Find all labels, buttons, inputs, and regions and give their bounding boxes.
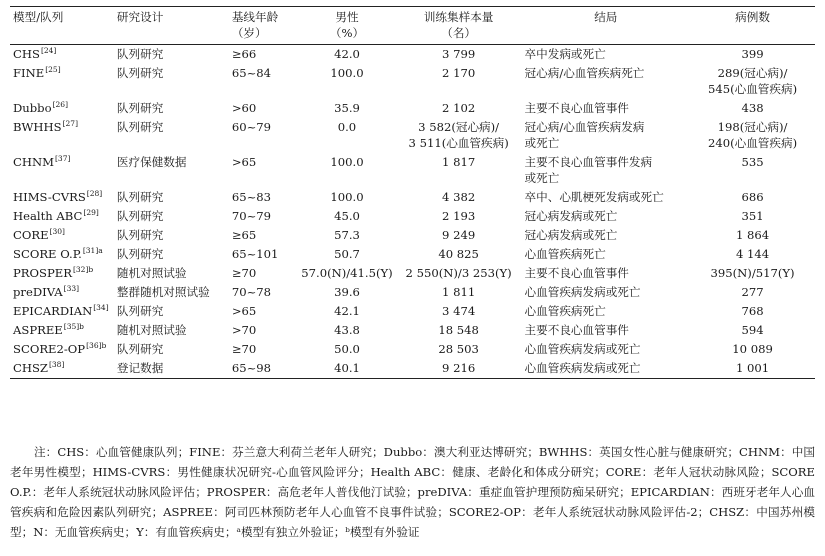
model-ref: [30] — [49, 227, 65, 236]
age-cell — [229, 264, 298, 283]
cases-cell — [690, 226, 815, 245]
model-ref: [33] — [63, 284, 80, 293]
model-name: BWHHS — [13, 120, 62, 134]
model-name: CHSZ — [13, 361, 48, 375]
sample-size: 1 817 — [442, 155, 476, 169]
model-name: CORE — [13, 228, 49, 242]
male-cell — [298, 64, 395, 99]
model-name: EPICARDIAN — [13, 304, 93, 318]
sample-size: 4 382 — [442, 190, 476, 204]
header-male-line1: 男性 — [335, 10, 359, 24]
cases-cell — [690, 359, 815, 379]
table-note: 注：CHS：心血管健康队列；FINE：芬兰意大利荷兰老年人研究；Dubbo：澳大利亚达博研究；BWHHS：英国女性心脏与健康研究；CHNM：中国老年男性模型；HIMS-CVRS：男性健康状况研究-心血管风险评分；Health ABC：健康、老龄化和体成分研究；CORE：老年人冠状动脉风险；SCORE O.P.：老年人系统冠状动脉风险评估；PROSPER：高危老年人普伐他汀试验；preDIVA：重症血管护理预防痴呆研究；EPICARDIAN：西班牙老年人心血管疾病和危险因素队列研究；ASPREE：阿司匹林预防老年人心血管不良事件试验；SCORE2-OP：老年人系统冠状动脉风险评估-2；CHSZ：中国苏州模型；N：无血管疾病史；Y：有血管疾病史；ᵃ模型有独立外验证；ᵇ模型有外验证 — [10, 445, 815, 539]
age-cell — [229, 153, 298, 188]
model-name-cell — [10, 359, 114, 379]
sample-cell — [396, 45, 522, 65]
case-count: 535 — [741, 155, 764, 169]
design-cell — [114, 188, 229, 207]
outcome: 心血管疾病发病或死亡 — [524, 285, 641, 299]
design-cell — [114, 118, 229, 153]
sample-size: 40 825 — [438, 247, 479, 261]
model-name-cell — [10, 64, 114, 99]
outcome: 主要不良心血管事件 — [524, 266, 629, 280]
table-row — [10, 359, 815, 379]
male-cell — [298, 207, 395, 226]
sample-cell — [396, 321, 522, 340]
cases-cell — [690, 207, 815, 226]
cases-cell — [690, 153, 815, 188]
model-name: FINE — [13, 66, 45, 80]
outcome: 冠心病发病或死亡 — [524, 209, 618, 223]
male-cell — [298, 99, 395, 118]
male-percent: 57.3 — [334, 228, 360, 242]
design-cell — [114, 153, 229, 188]
age-cell — [229, 359, 298, 379]
baseline-age: >70 — [231, 323, 257, 337]
baseline-age: ≥70 — [231, 266, 257, 280]
outcome-cell — [522, 302, 691, 321]
study-design: 队列研究 — [116, 190, 164, 204]
baseline-age: ≥66 — [231, 47, 257, 61]
table-row — [10, 340, 815, 359]
outcome: 或死亡 — [524, 171, 560, 185]
design-cell — [114, 340, 229, 359]
outcome-cell — [522, 64, 691, 99]
design-cell — [114, 226, 229, 245]
age-cell — [229, 283, 298, 302]
model-name: PROSPER — [13, 266, 72, 280]
model-ref: [36]b — [86, 341, 107, 350]
sample-size: 2 170 — [442, 66, 476, 80]
case-count: 277 — [741, 285, 764, 299]
header-sample — [396, 7, 522, 45]
header-age-line2: （岁） — [231, 26, 267, 40]
age-cell — [229, 207, 298, 226]
model-name: ASPREE — [13, 323, 63, 337]
outcome-cell — [522, 321, 691, 340]
sample-cell — [396, 188, 522, 207]
model-ref: [27] — [62, 119, 79, 128]
design-cell — [114, 264, 229, 283]
male-percent: 100.0 — [330, 66, 364, 80]
design-cell — [114, 207, 229, 226]
model-name-cell — [10, 245, 114, 264]
header-sample-line2: （名） — [441, 26, 477, 40]
sample-size: 3 799 — [442, 47, 476, 61]
study-design: 医疗保健数据 — [116, 155, 187, 169]
study-design: 随机对照试验 — [116, 266, 187, 280]
model-name: CHS — [13, 47, 40, 61]
model-ref: [35]b — [63, 322, 84, 331]
outcome: 冠心病/心血管疾病发病 — [524, 120, 645, 134]
study-design: 随机对照试验 — [116, 323, 187, 337]
case-count: 240(心血管疾病) — [707, 136, 798, 150]
study-design: 队列研究 — [116, 66, 164, 80]
sample-cell — [396, 99, 522, 118]
male-percent: 50.7 — [334, 247, 360, 261]
age-cell — [229, 226, 298, 245]
male-percent: 40.1 — [334, 361, 360, 375]
sample-size: 18 548 — [438, 323, 479, 337]
sample-size: 2 193 — [442, 209, 476, 223]
design-cell — [114, 245, 229, 264]
case-count: 10 089 — [732, 342, 773, 356]
header-cases: 病例数 — [690, 7, 815, 45]
sample-size: 1 811 — [442, 285, 476, 299]
outcome: 心血管疾病发病或死亡 — [524, 342, 641, 356]
outcome-cell — [522, 207, 691, 226]
header-age-line1: 基线年龄 — [231, 10, 279, 24]
male-cell — [298, 153, 395, 188]
design-cell — [114, 45, 229, 65]
case-count: 1 001 — [735, 361, 770, 375]
table-row — [10, 207, 815, 226]
outcome: 心血管疾病发病或死亡 — [524, 361, 641, 375]
cases-cell — [690, 188, 815, 207]
baseline-age: >60 — [231, 101, 257, 115]
design-cell — [114, 302, 229, 321]
sample-size: 28 503 — [438, 342, 479, 356]
case-count: 686 — [741, 190, 764, 204]
study-design: 队列研究 — [116, 247, 164, 261]
male-percent: 100.0 — [330, 155, 364, 169]
outcome: 冠心病发病或死亡 — [524, 228, 618, 242]
male-percent: 45.0 — [334, 209, 360, 223]
model-name-cell — [10, 321, 114, 340]
male-cell — [298, 340, 395, 359]
header-model: 模型/队列 — [10, 7, 114, 45]
table-header-row — [10, 7, 815, 45]
cases-cell — [690, 45, 815, 65]
model-ref: [29] — [83, 208, 99, 217]
outcome: 主要不良心血管事件 — [524, 323, 629, 337]
model-table — [10, 6, 815, 379]
table-row — [10, 302, 815, 321]
case-count: 198(冠心病)/ — [717, 120, 788, 134]
header-male — [298, 7, 395, 45]
model-ref: [34] — [93, 303, 109, 312]
design-cell — [114, 99, 229, 118]
outcome-cell — [522, 283, 691, 302]
male-percent: 39.6 — [334, 285, 360, 299]
table-row — [10, 264, 815, 283]
sample-cell — [396, 302, 522, 321]
model-name: preDIVA — [13, 285, 63, 299]
sample-cell — [396, 226, 522, 245]
male-percent: 42.1 — [334, 304, 360, 318]
model-ref: [31]a — [82, 246, 103, 255]
male-cell — [298, 45, 395, 65]
model-ref: [28] — [86, 189, 103, 198]
outcome: 主要不良心血管事件 — [524, 101, 629, 115]
table-row — [10, 283, 815, 302]
model-name-cell — [10, 118, 114, 153]
baseline-age: 65~98 — [231, 361, 272, 375]
age-cell — [229, 99, 298, 118]
baseline-age: 70~78 — [231, 285, 272, 299]
study-design: 队列研究 — [116, 228, 164, 242]
baseline-age: >65 — [231, 304, 257, 318]
outcome-cell — [522, 188, 691, 207]
male-cell — [298, 283, 395, 302]
male-percent: 57.0(N)/41.5(Y) — [301, 266, 393, 280]
table-row — [10, 64, 815, 99]
sample-size: 3 582(冠心病)/ — [418, 120, 500, 134]
sample-cell — [396, 283, 522, 302]
table-row — [10, 321, 815, 340]
study-design: 队列研究 — [116, 342, 164, 356]
case-count: 1 864 — [735, 228, 770, 242]
baseline-age: 65~84 — [231, 66, 272, 80]
cases-cell — [690, 321, 815, 340]
baseline-age: ≥65 — [231, 228, 257, 242]
male-percent: 0.0 — [337, 120, 357, 134]
cases-cell — [690, 302, 815, 321]
sample-cell — [396, 359, 522, 379]
male-percent: 35.9 — [334, 101, 360, 115]
age-cell — [229, 118, 298, 153]
male-cell — [298, 245, 395, 264]
age-cell — [229, 188, 298, 207]
case-count: 399 — [741, 47, 764, 61]
cases-cell — [690, 245, 815, 264]
sample-size: 2 102 — [442, 101, 476, 115]
model-name-cell — [10, 226, 114, 245]
outcome-cell — [522, 226, 691, 245]
study-design: 队列研究 — [116, 101, 164, 115]
male-percent: 50.0 — [334, 342, 360, 356]
baseline-age: ≥70 — [231, 342, 257, 356]
model-name: Dubbo — [13, 101, 52, 115]
cases-cell — [690, 118, 815, 153]
study-design: 登记数据 — [116, 361, 164, 375]
age-cell — [229, 245, 298, 264]
study-design: 队列研究 — [116, 47, 164, 61]
model-ref: [32]b — [72, 265, 94, 274]
age-cell — [229, 340, 298, 359]
model-name-cell — [10, 153, 114, 188]
cases-cell — [690, 264, 815, 283]
outcome-cell — [522, 45, 691, 65]
model-ref: [38] — [48, 360, 65, 369]
age-cell — [229, 302, 298, 321]
model-ref: [25] — [45, 65, 61, 74]
sample-size: 3 511(心血管疾病) — [408, 136, 509, 150]
model-ref: [26] — [52, 100, 68, 109]
cases-cell — [690, 64, 815, 99]
age-cell — [229, 45, 298, 65]
model-name-cell — [10, 207, 114, 226]
model-name: HIMS-CVRS — [13, 190, 86, 204]
male-cell — [298, 118, 395, 153]
male-percent: 43.8 — [334, 323, 360, 337]
study-design: 整群随机对照试验 — [116, 285, 210, 299]
sample-cell — [396, 153, 522, 188]
male-cell — [298, 264, 395, 283]
male-percent: 42.0 — [334, 47, 360, 61]
case-count: 768 — [741, 304, 764, 318]
outcome: 心血管疾病死亡 — [524, 247, 606, 261]
baseline-age: 70~79 — [231, 209, 272, 223]
male-cell — [298, 321, 395, 340]
header-design: 研究设计 — [114, 7, 229, 45]
case-count: 4 144 — [735, 247, 770, 261]
outcome-cell — [522, 118, 691, 153]
study-design: 队列研究 — [116, 120, 164, 134]
model-name-cell — [10, 99, 114, 118]
sample-size: 9 249 — [442, 228, 476, 242]
age-cell — [229, 321, 298, 340]
baseline-age: 65~83 — [231, 190, 272, 204]
sample-cell — [396, 264, 522, 283]
table-row — [10, 99, 815, 118]
design-cell — [114, 359, 229, 379]
sample-cell — [396, 207, 522, 226]
header-sample-line1: 训练集样本量 — [423, 10, 494, 24]
sample-size: 3 474 — [442, 304, 476, 318]
case-count: 395(N)/517(Y) — [710, 266, 795, 280]
male-cell — [298, 302, 395, 321]
cases-cell — [690, 340, 815, 359]
case-count: 438 — [741, 101, 764, 115]
sample-cell — [396, 64, 522, 99]
model-name-cell — [10, 340, 114, 359]
sample-cell — [396, 340, 522, 359]
outcome: 心血管疾病死亡 — [524, 304, 606, 318]
header-outcome: 结局 — [522, 7, 691, 45]
male-cell — [298, 359, 395, 379]
model-name: Health ABC — [13, 209, 83, 223]
table-row — [10, 118, 815, 153]
male-percent: 100.0 — [330, 190, 364, 204]
outcome-cell — [522, 153, 691, 188]
case-count: 545(心血管疾病) — [707, 82, 798, 96]
cases-cell — [690, 283, 815, 302]
model-name: SCORE O.P. — [13, 247, 82, 261]
outcome: 卒中、心肌梗死发病或死亡 — [524, 190, 664, 204]
study-design: 队列研究 — [116, 304, 164, 318]
case-count: 351 — [741, 209, 764, 223]
male-cell — [298, 226, 395, 245]
sample-cell — [396, 245, 522, 264]
sample-size: 2 550(N)/3 253(Y) — [405, 266, 512, 280]
baseline-age: 65~101 — [231, 247, 279, 261]
model-ref: [24] — [40, 46, 57, 55]
model-name-cell — [10, 283, 114, 302]
table-row — [10, 45, 815, 65]
model-name-cell — [10, 45, 114, 65]
outcome-cell — [522, 245, 691, 264]
case-count: 289(冠心病)/ — [717, 66, 788, 80]
design-cell — [114, 321, 229, 340]
outcome: 冠心病/心血管疾病死亡 — [524, 66, 645, 80]
model-name-cell — [10, 302, 114, 321]
study-design: 队列研究 — [116, 209, 164, 223]
table-row — [10, 226, 815, 245]
case-count: 594 — [741, 323, 764, 337]
design-cell — [114, 283, 229, 302]
header-male-line2: （%） — [329, 26, 365, 40]
baseline-age: >65 — [231, 155, 257, 169]
table-row — [10, 153, 815, 188]
male-cell — [298, 188, 395, 207]
age-cell — [229, 64, 298, 99]
model-name-cell — [10, 188, 114, 207]
outcome-cell — [522, 340, 691, 359]
outcome: 卒中发病或死亡 — [524, 47, 606, 61]
table-row — [10, 245, 815, 264]
sample-size: 9 216 — [442, 361, 476, 375]
outcome-cell — [522, 264, 691, 283]
design-cell — [114, 64, 229, 99]
outcome-cell — [522, 359, 691, 379]
model-name-cell — [10, 264, 114, 283]
outcome-cell — [522, 99, 691, 118]
outcome: 或死亡 — [524, 136, 560, 150]
model-name: SCORE2-OP — [13, 342, 86, 356]
cases-cell — [690, 99, 815, 118]
outcome: 主要不良心血管事件发病 — [524, 155, 653, 169]
model-ref: [37] — [55, 154, 71, 163]
sample-cell — [396, 118, 522, 153]
header-age — [229, 7, 298, 45]
model-name: CHNM — [13, 155, 54, 169]
table-row — [10, 188, 815, 207]
baseline-age: 60~79 — [231, 120, 272, 134]
